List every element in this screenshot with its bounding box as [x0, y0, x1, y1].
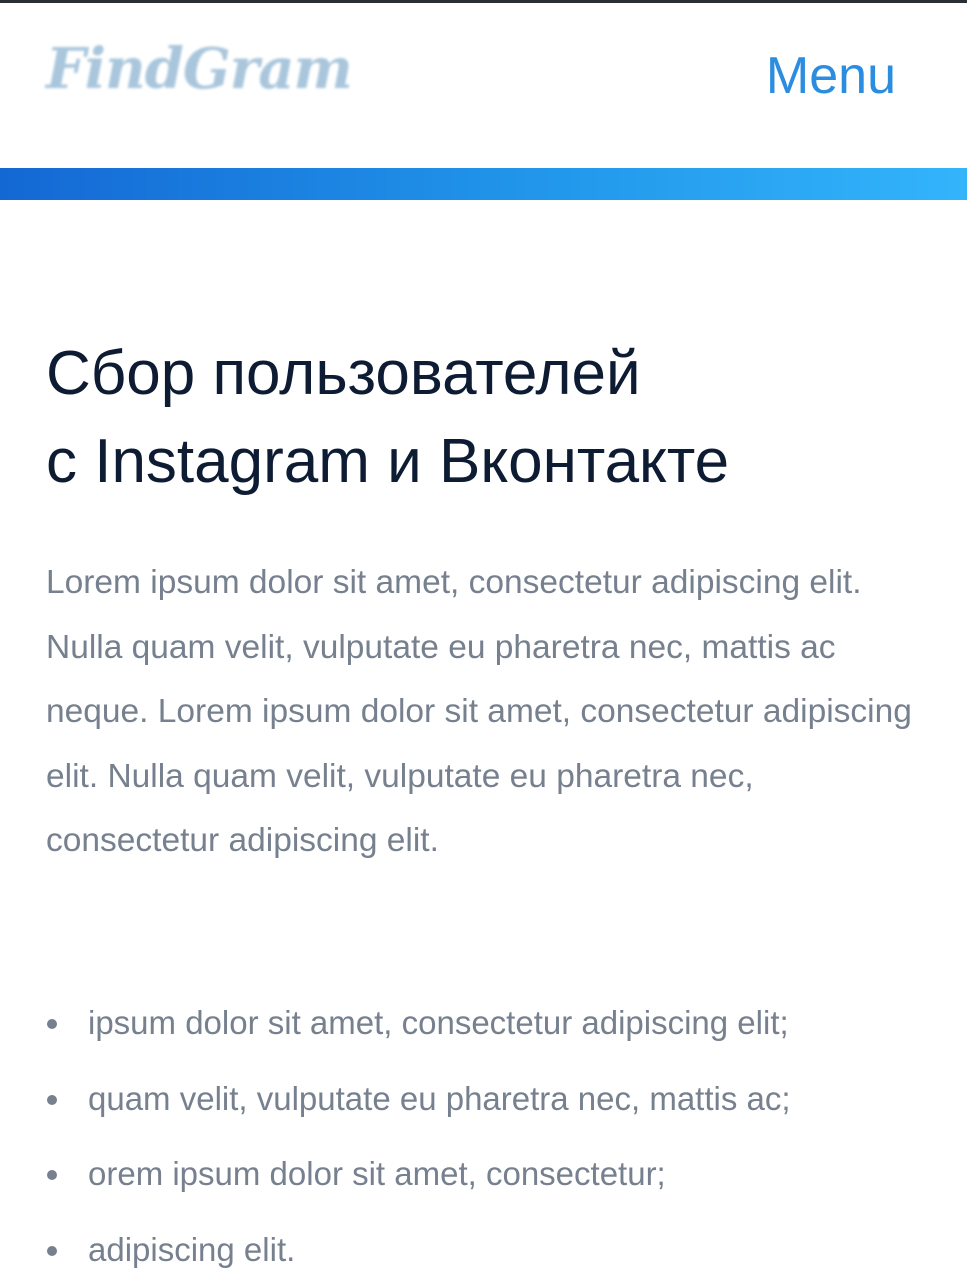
- bullet-icon: [47, 1095, 57, 1105]
- list-item-text: ipsum dolor sit amet, consectetur adipiscing elit;: [88, 1004, 789, 1041]
- list-item: [46, 985, 926, 1061]
- page-title: [46, 330, 926, 506]
- list-item-text: orem ipsum dolor sit amet, consectetur;: [88, 1155, 666, 1192]
- bullet-icon: [47, 1019, 57, 1029]
- page-title-line-2: с Instagram и Вконтакте: [46, 418, 926, 506]
- list-item: [46, 1061, 926, 1137]
- site-header: [0, 3, 967, 168]
- hero-description: Lorem ipsum dolor sit amet, consectetur adipiscing elit. Nulla quam velit, vulputate eu pharetra nec, mattis ac neque. Lorem ipsum dolor sit amet, consectetur adipiscing elit. Nulla quam velit, vulputate eu pharetra nec, consectetur adipiscing elit.: [46, 551, 926, 874]
- bullet-icon: [47, 1170, 57, 1180]
- list-item: [46, 1212, 926, 1287]
- bullet-icon: [47, 1246, 57, 1256]
- findgram-logo[interactable]: FindGram: [46, 41, 352, 97]
- list-item-text: quam velit, vulputate eu pharetra nec, mattis ac;: [88, 1080, 791, 1117]
- header-gradient-bar: [0, 168, 967, 200]
- list-item-text: adipiscing elit.: [88, 1231, 295, 1268]
- menu-button[interactable]: Menu: [766, 50, 896, 102]
- page-title-line-1: Сбор пользователей: [46, 330, 926, 418]
- list-item: [46, 1136, 926, 1212]
- feature-list: [46, 985, 926, 1287]
